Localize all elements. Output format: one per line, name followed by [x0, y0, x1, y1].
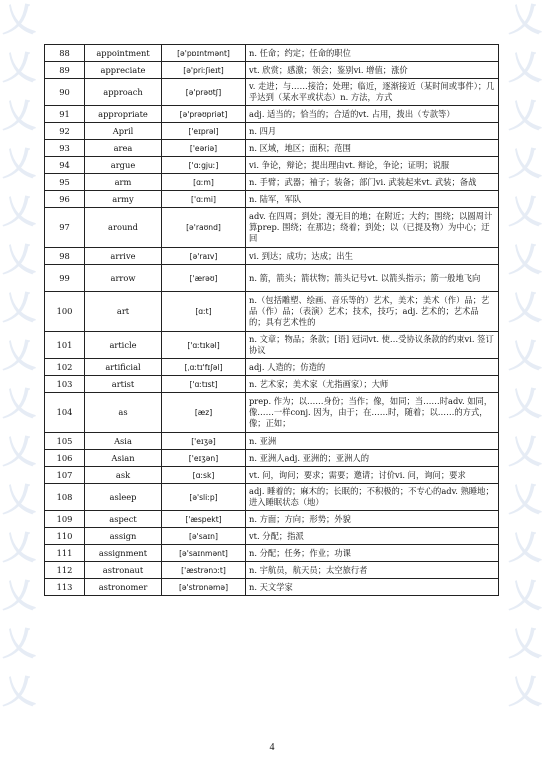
definition-cell: n. 四月: [246, 123, 499, 140]
word-cell: around: [85, 208, 162, 248]
row-number: 91: [45, 106, 85, 123]
word-cell: art: [85, 292, 162, 332]
table-row: [45, 157, 499, 174]
word-cell: asleep: [85, 484, 162, 511]
row-number: 88: [45, 45, 85, 62]
definition-cell: n. 区域，地区；面积；范围: [246, 140, 499, 157]
phonetic-cell: ['ærəʊ]: [162, 265, 246, 292]
phonetic-cell: [ɑːm]: [162, 174, 246, 191]
table-row: [45, 79, 499, 106]
table-row: [45, 62, 499, 79]
row-number: 98: [45, 248, 85, 265]
table-row: [45, 191, 499, 208]
definition-cell: n. 文章；物品；条款；[语] 冠词vt. 使…受协议条款的约束vi. 签订协议: [246, 332, 499, 359]
word-cell: artificial: [85, 359, 162, 376]
row-number: 96: [45, 191, 85, 208]
word-cell: Asia: [85, 433, 162, 450]
word-cell: arrow: [85, 265, 162, 292]
row-number: 95: [45, 174, 85, 191]
word-cell: army: [85, 191, 162, 208]
table-row: [45, 528, 499, 545]
table-row: [45, 45, 499, 62]
row-number: 107: [45, 467, 85, 484]
definition-cell: vi. 争论，辩论；提出理由vt. 辩论，争论；证明；说服: [246, 157, 499, 174]
table-row: [45, 208, 499, 248]
phonetic-cell: [ə'raɪv]: [162, 248, 246, 265]
vocabulary-table-body: [45, 45, 499, 596]
word-cell: astronomer: [85, 579, 162, 596]
table-row: [45, 248, 499, 265]
word-cell: appropriate: [85, 106, 162, 123]
definition-cell: n. 方面；方向；形势；外貌: [246, 511, 499, 528]
definition-cell: n. 亚洲: [246, 433, 499, 450]
row-number: 100: [45, 292, 85, 332]
definition-cell: prep. 作为；以……身份；当作；像，如同；当……时adv. 如同，像……一样conj. 因为，由于；在……时，随着；以……的方式，像；正如；: [246, 393, 499, 433]
word-cell: April: [85, 123, 162, 140]
watermark-right: 乂 乂 乂 乂 乂 乂 乂 乂 乂 乂 乂 乂 乂 乂 乂: [508, 0, 542, 712]
row-number: 90: [45, 79, 85, 106]
row-number: 102: [45, 359, 85, 376]
vocabulary-table: [44, 44, 499, 596]
word-cell: appointment: [85, 45, 162, 62]
word-cell: as: [85, 393, 162, 433]
row-number: 106: [45, 450, 85, 467]
word-cell: ask: [85, 467, 162, 484]
definition-cell: n. 分配；任务；作业；功课: [246, 545, 499, 562]
table-row: [45, 545, 499, 562]
row-number: 109: [45, 511, 85, 528]
table-row: [45, 123, 499, 140]
word-cell: arm: [85, 174, 162, 191]
word-cell: approach: [85, 79, 162, 106]
row-number: 108: [45, 484, 85, 511]
word-cell: area: [85, 140, 162, 157]
phonetic-cell: [ɑːsk]: [162, 467, 246, 484]
definition-cell: n. 亚洲人adj. 亚洲的；亚洲人的: [246, 450, 499, 467]
word-cell: arrive: [85, 248, 162, 265]
phonetic-cell: [ə'saɪnmənt]: [162, 545, 246, 562]
word-cell: assign: [85, 528, 162, 545]
phonetic-cell: ['ɑːtɪst]: [162, 376, 246, 393]
phonetic-cell: ['eɪʒə]: [162, 433, 246, 450]
definition-cell: adj. 适当的；恰当的；合适的vt. 占用，拨出（专款等）: [246, 106, 499, 123]
table-row: [45, 106, 499, 123]
definition-cell: vt. 分配；指派: [246, 528, 499, 545]
table-row: [45, 467, 499, 484]
table-row: [45, 450, 499, 467]
phonetic-cell: ['eɪprəl]: [162, 123, 246, 140]
table-row: [45, 359, 499, 376]
definition-cell: n. 手臂；武器；袖子；装备；部门vi. 武装起来vt. 武装；备战: [246, 174, 499, 191]
table-row: [45, 174, 499, 191]
table-row: [45, 433, 499, 450]
row-number: 111: [45, 545, 85, 562]
definition-cell: n. 天文学家: [246, 579, 499, 596]
table-row: [45, 292, 499, 332]
row-number: 93: [45, 140, 85, 157]
phonetic-cell: ['ɑːtɪkəl]: [162, 332, 246, 359]
table-row: [45, 484, 499, 511]
word-cell: artist: [85, 376, 162, 393]
word-cell: argue: [85, 157, 162, 174]
phonetic-cell: ['eəriə]: [162, 140, 246, 157]
phonetic-cell: [æz]: [162, 393, 246, 433]
phonetic-cell: ['ɑːmi]: [162, 191, 246, 208]
phonetic-cell: [ɑːt]: [162, 292, 246, 332]
phonetic-cell: ['æspekt]: [162, 511, 246, 528]
table-row: [45, 332, 499, 359]
definition-cell: vt. 问，询问；要求；需要；邀请；讨价vi. 问，询问；要求: [246, 467, 499, 484]
definition-cell: n. 宇航员，航天员；太空旅行者: [246, 562, 499, 579]
word-cell: assignment: [85, 545, 162, 562]
phonetic-cell: [ə'saɪn]: [162, 528, 246, 545]
row-number: 94: [45, 157, 85, 174]
definition-cell: adv. 在四周；到处；漫无目的地；在附近；大约；围绕；以圆周计算prep. 围绕；在那边；绕着；到处；以（已提及物）为中心；迂回: [246, 208, 499, 248]
row-number: 104: [45, 393, 85, 433]
row-number: 89: [45, 62, 85, 79]
phonetic-cell: ['æstrənɔːt]: [162, 562, 246, 579]
phonetic-cell: [ə'pɒɪntmənt]: [162, 45, 246, 62]
definition-cell: vi. 到达；成功；达成；出生: [246, 248, 499, 265]
phonetic-cell: [ə'strɒnəmə]: [162, 579, 246, 596]
table-row: [45, 511, 499, 528]
phonetic-cell: [ə'priːʃieɪt]: [162, 62, 246, 79]
row-number: 97: [45, 208, 85, 248]
page-number: 4: [269, 742, 275, 753]
table-row: [45, 140, 499, 157]
definition-cell: n. 箭，箭头；箭状物；箭头记号vt. 以箭头指示；箭一般地飞向: [246, 265, 499, 292]
word-cell: astronaut: [85, 562, 162, 579]
watermark-left: 乂 乂 乂 乂 乂 乂 乂 乂 乂 乂 乂 乂 乂 乂 乂: [2, 0, 36, 712]
phonetic-cell: [ə'prəʊpriət]: [162, 106, 246, 123]
phonetic-cell: [ə'prəʊtʃ]: [162, 79, 246, 106]
row-number: 99: [45, 265, 85, 292]
row-number: 105: [45, 433, 85, 450]
phonetic-cell: ['eɪʒən]: [162, 450, 246, 467]
table-row: [45, 376, 499, 393]
definition-cell: adj. 睡着的；麻木的；长眠的；不积极的；不专心的adv. 熟睡地；进入睡眠状态（地）: [246, 484, 499, 511]
row-number: 110: [45, 528, 85, 545]
word-cell: article: [85, 332, 162, 359]
table-row: [45, 579, 499, 596]
definition-cell: v. 走进；与……接洽；处理；临近，逐渐接近（某时间或事件）；几乎达到（某水平或状态）n. 方法，方式: [246, 79, 499, 106]
definition-cell: vt. 欣赏；感激；领会；鉴别vi. 增值；涨价: [246, 62, 499, 79]
definition-cell: adj. 人造的；仿造的: [246, 359, 499, 376]
table-row: [45, 562, 499, 579]
phonetic-cell: [ə'raʊnd]: [162, 208, 246, 248]
phonetic-cell: [ˌɑːtɪ'fɪʃəl]: [162, 359, 246, 376]
row-number: 112: [45, 562, 85, 579]
row-number: 103: [45, 376, 85, 393]
definition-cell: n. 陆军，军队: [246, 191, 499, 208]
word-cell: Asian: [85, 450, 162, 467]
row-number: 113: [45, 579, 85, 596]
definition-cell: n. 任命；约定；任命的职位: [246, 45, 499, 62]
table-row: [45, 393, 499, 433]
phonetic-cell: [ə'sliːp]: [162, 484, 246, 511]
row-number: 101: [45, 332, 85, 359]
definition-cell: n. 艺术家；美术家（尤指画家）；大师: [246, 376, 499, 393]
table-row: [45, 265, 499, 292]
word-cell: aspect: [85, 511, 162, 528]
phonetic-cell: ['ɑːgjuː]: [162, 157, 246, 174]
word-cell: appreciate: [85, 62, 162, 79]
row-number: 92: [45, 123, 85, 140]
definition-cell: n.（包括雕塑、绘画、音乐等的）艺术，美术；美术（作）品；艺品（作）品；（表演）艺术；技术，技巧；adj. 艺术的；艺术品的；具有艺术性的: [246, 292, 499, 332]
